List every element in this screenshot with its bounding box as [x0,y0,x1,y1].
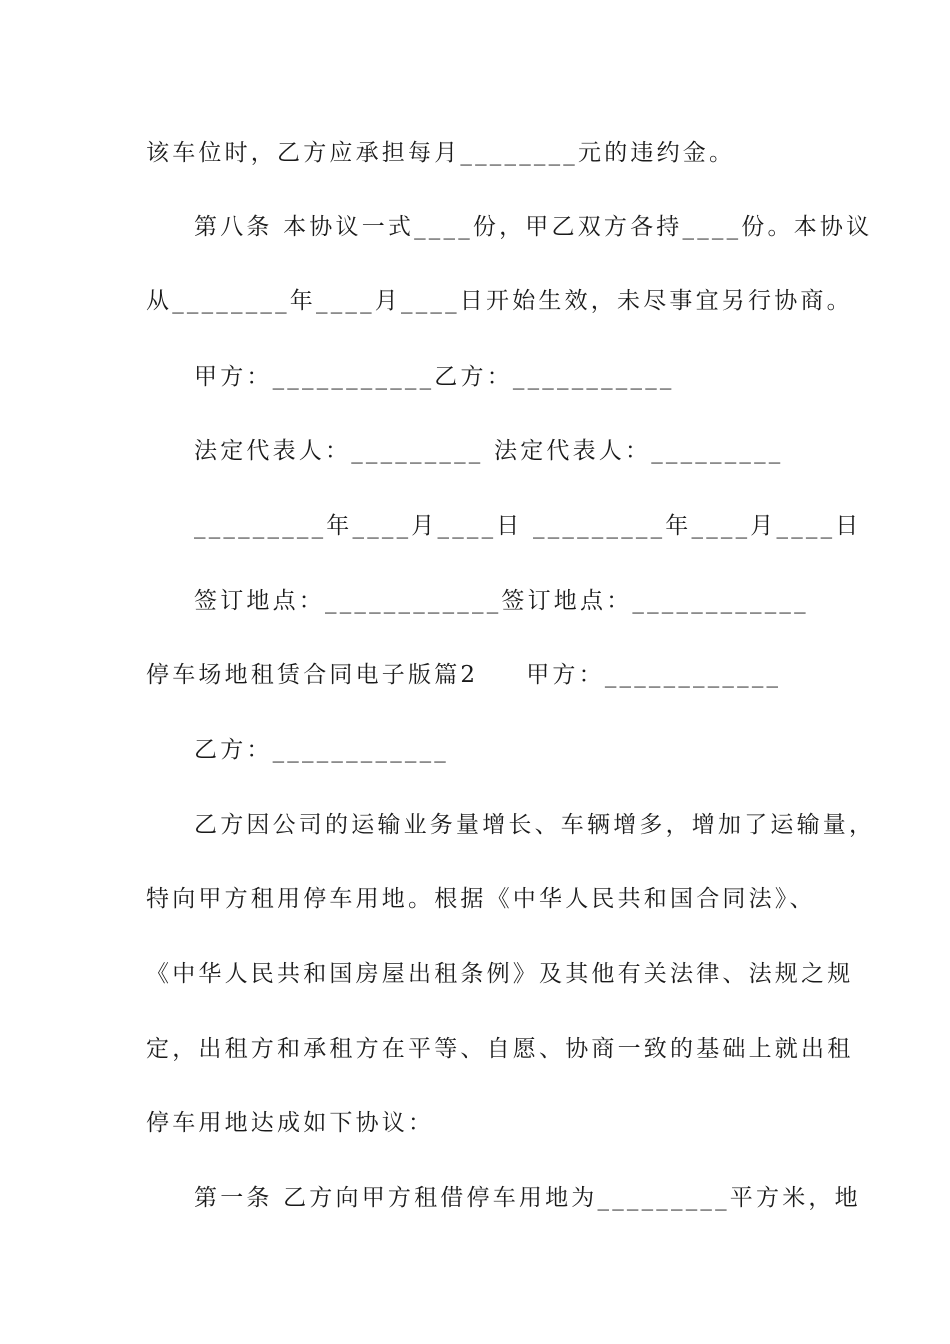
date-line: _________年____月____日 _________年____月____日 [194,513,862,539]
text-line: 定，出租方和承租方在平等、自愿、协商一致的基础上就出租 [146,1036,854,1062]
text-line: 从________年____月____日开始生效，未尽事宜另行协商。 [146,288,853,314]
legal-representative-line: 法定代表人：_________ 法定代表人：_________ [194,438,784,464]
party-b-field: 乙方：____________ [194,737,449,763]
text-line: 乙方因公司的运输业务量增长、车辆增多，增加了运输量， [194,812,876,838]
party-signature-line: 甲方：___________乙方：___________ [194,364,675,390]
signing-place-line: 签订地点：____________签订地点：____________ [194,588,809,614]
text-line: 特向甲方租用停车用地。根据《中华人民共和国合同法》、 [146,886,816,912]
section-title-line [146,660,781,690]
party-a-field: 甲方：____________ [526,662,782,688]
text-line: 第八条 本协议一式____份，甲乙双方各持____份。本协议 [194,214,873,240]
text-line: 停车用地达成如下协议： [146,1110,435,1136]
article-one-line: 第一条 乙方向甲方租借停车用地为_________平方米，地 [194,1185,861,1211]
text-line: 该车位时，乙方应承担每月________元的违约金。 [146,140,736,166]
section-title: 停车场地租赁合同电子版篇2 [146,662,479,688]
text-line: 《中华人民共和国房屋出租条例》及其他有关法律、法规之规 [146,961,854,987]
